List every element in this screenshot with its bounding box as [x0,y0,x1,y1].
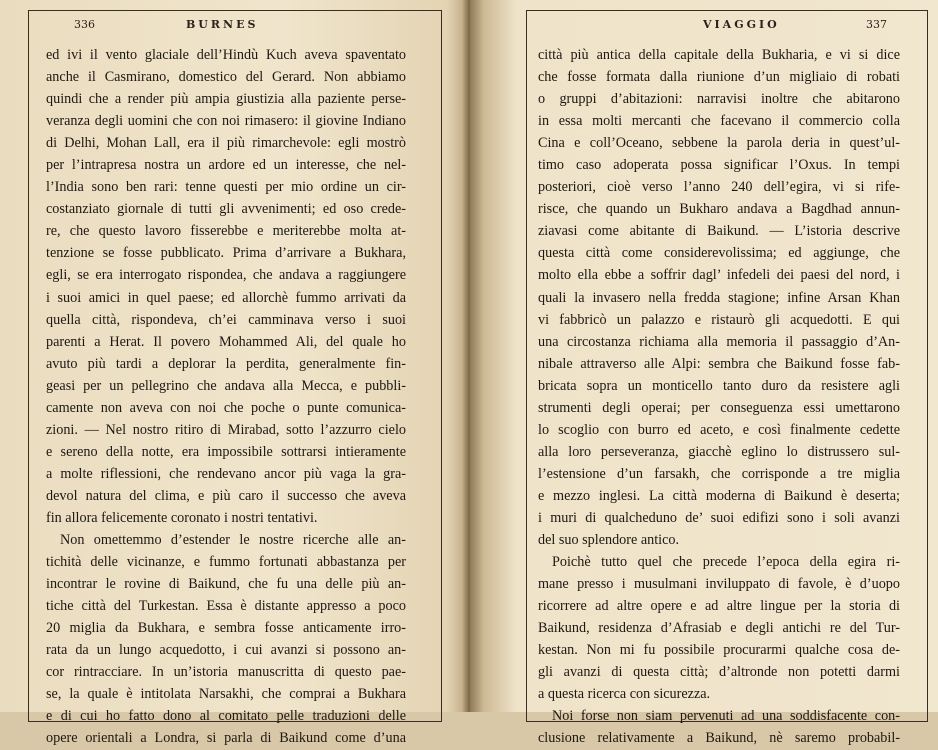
text-line: geasi per un pellegrino che andava alla Mecca, e pubbli- [46,377,406,394]
text-line: devol natura del clima, e più caro il successo che aveva [46,487,406,504]
text-line: ed ivi il vento glaciale dell’Hindù Kuch aveva spaventato [46,47,406,63]
text-line: kestan. Non mi fu possibile procurarmi qualche cosa de- [538,642,900,659]
text-line: gli avanzi di questa città; d’altronde non potetti darmi [538,664,900,681]
text-line: timo caso adoperata possa significar l’Oxus. In tempi [538,157,900,174]
text-line: l’estensione d’un farsakh, che corrisponde a tre miglia [538,465,900,482]
text-line: nibale attraverso alle Alpi: sembra che Baikund fosse fab- [538,355,900,372]
text-line: cor rintracciare. In un’istoria manuscritta di questo pae- [46,664,406,681]
text-line: lo scoglio con burro ed aceto, e così finalmente cedette [538,421,900,438]
left-page-number: 336 [74,18,95,31]
text-line: incontrar le rovine di Baikund, che fu una delle più an- [46,576,406,593]
text-line: Non omettemmo d’estender le nostre ricerche alle an- [60,532,406,549]
text-line: l’India sono ben rari: tenne questi per mio ordine un cir- [46,179,406,196]
text-line: tenzione se fosse pubblicato. Prima d’arrivare a Bukhara, [46,245,406,262]
text-line: costanziato giornale di tutti gli avvenimenti; ed oso crede- [46,201,406,218]
text-line: Noi forse non siam pervenuti ad una soddisfacente con- [552,708,900,725]
text-line: e di cui ho fatto dono al comitato pelle traduzioni delle [46,708,406,725]
text-line: ricorrere ad altre opere e ad altre lingue per la storia di [538,598,900,615]
text-line: tichità delle vicinanze, e fummo fortunati abbastanza per [46,554,406,571]
text-line: molto ella ebbe a soffrir dagl’ infedeli dei paesi del nord, i [538,267,900,284]
text-line: i muri di qualcheduno de’ suoi edifizi sono i soli avanzi [538,509,900,526]
text-line: anche il Casmirano, domestico del Gerard. Non abbiamo [46,69,406,86]
text-line: zioni. — Nel nostro ritiro di Mirabad, sotto l’azzurro cielo [46,421,406,438]
text-line: se, la quale è intitolata Narsakhi, che comprai a Bukhara [46,686,406,703]
text-line: e sereno della notte, era impossibile sottrarsi intieramente [46,443,406,460]
text-line: 20 miglia da Bukhara, e sembra fosse anticamente irro- [46,620,406,637]
text-line: veranza degli uomini che con noi rimasero: il giovine Indiano [46,113,406,130]
text-line: a questa ricerca con sicurezza. [538,686,711,703]
text-line: di Delhi, Mohan Lall, era il più rimarchevole: egli mostrò [46,135,406,152]
text-line: fin allora felicemente coronato i nostri tentativi. [46,509,318,526]
text-line: camente non aveva con noi che poche o punte comunica- [46,399,406,416]
text-line: rata da un lungo acquedotto, i cui avanzi si possono an- [46,642,406,659]
text-line: quindi che a render più ampia giustizia alla paziente perse- [46,91,406,108]
right-running-title: VIAGGIO [703,18,780,31]
text-line: risce, che quando un Bukharo andava a Bagdhad annun- [538,201,900,218]
text-line: egli, se era interrogato rispondea, che andava a raggiungere [46,267,406,284]
text-line: questa città come considerevolissima; ed aggiunge, che [538,245,900,262]
text-line: per l’intrapresa nostra un ardore ed un interesse, che nel- [46,157,406,174]
text-line: a molte riflessioni, che rendevano ancor più vaga la gra- [46,465,406,482]
text-line: Cina e coll’Oceano, sebbene la parola deria in quest’ul- [538,135,900,152]
text-line: bricata sopra un monticello tanto duro da resistere agli [538,377,900,394]
left-running-title: BURNES [186,18,259,31]
text-line: del suo splendore antico. [538,532,680,549]
text-line: posteriori, cioè verso l’anno 240 dell’egira, vi si rife- [538,179,900,196]
text-line: vi fabbricò un palazzo e ristaurò gli acquedotti. E qui [538,311,900,328]
text-line: parenti a Herat. Il povero Mohammed Ali, del quale ho [46,333,406,350]
text-line: Baikund, residenza d’Afrasiab e degli antichi re del Tur- [538,620,900,637]
text-line: o gruppi d’abitazioni: narravisi inoltre che abitarono [538,91,900,108]
text-line: e mezzo inglesi. La città moderna di Baikund è deserta; [538,487,900,504]
text-line: mane presso i musulmani inviluppato di favole, è d’uopo [538,576,900,593]
text-line: Poichè tutto quel che precede l’epoca della egira ri- [552,554,900,571]
text-line: ziavasi come abitante di Baikund. — L’istoria descrive [538,223,900,240]
left-page-text [46,44,406,750]
text-line: clusione relativamente a Baikund, nè saremo probabil- [538,730,900,747]
text-line: avuto più tardi a deplorar la perdita, generalmente fin- [46,355,406,372]
text-line: una circostanza richiama alla memoria il passaggio d’An- [538,333,900,350]
text-line: strumenti degli operai; per conseguenza essi umettarono [538,399,900,416]
right-page-number: 337 [866,18,887,31]
text-line: in essa molti mercanti che facevano il commercio colla [538,113,900,130]
left-page [0,0,470,747]
text-line: quali la invasero nella fredda stagione; infine Arsan Khan [538,289,900,306]
text-line: i suoi amici in quel paese; ed allorchè fummo arrivati da [46,289,406,306]
right-page [470,0,938,747]
text-line: alla loro perseveranza, giacchè eglino lo distrussero sul- [538,443,900,460]
text-line: opere orientali a Londra, si parla di Baikund come d’una [46,730,406,747]
text-line: tiche città del Turkestan. Essa è distante appresso a poco [46,598,406,615]
text-line: quella città, rispondeva, ch’ei camminava verso i suoi [46,311,406,328]
text-line: re, che questo lavoro fisserebbe e meriterebbe molta at- [46,223,406,240]
text-line: città più antica della capitale della Bukharia, e vi si dice [538,47,900,63]
text-line: che fosse formata dalla riunione d’un migliaio di robati [538,69,900,86]
right-page-text [538,44,900,750]
